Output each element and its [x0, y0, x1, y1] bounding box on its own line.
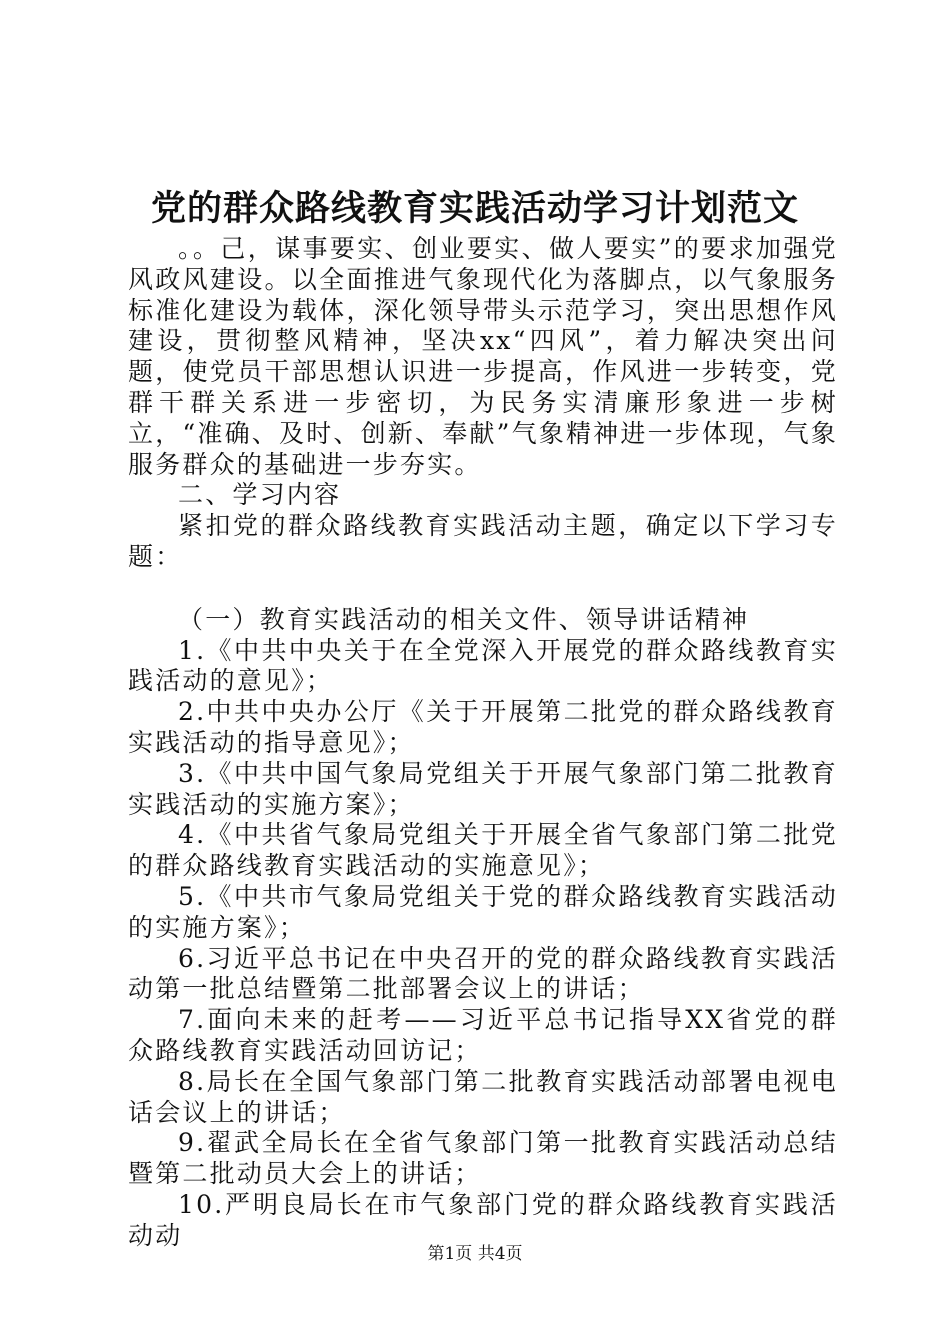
- list-item: 10.严明良局长在市气象部门党的群众路线教育实践活动动: [128, 1189, 838, 1250]
- list-item: 6.习近平总书记在中央召开的党的群众路线教育实践活动第一批总结暨第二批部署会议上的讲话；: [128, 943, 838, 1004]
- paragraph-gap: [128, 573, 838, 605]
- page-footer: 第1页 共4页: [427, 1244, 523, 1264]
- paragraph-intro: 。。己，谋事要实、创业要实、做人要实”的要求加强党风政风建设。以全面推进气象现代化为落脚点，以气象服务标准化建设为载体，深化领导带头示范学习，突出思想作风建设，贯彻整风精神，坚决xx“四风”，着力解决突出问题，使党员干部思想认识进一步提高，作风进一步转变，党群干群关系进一步密切，为民务实清廉形象进一步树立，“准确、及时、创新、奉献”气象精神进一步体现，气象服务群众的基础进一步夯实。: [128, 234, 838, 479]
- section-heading-study-content: 二、学习内容: [178, 480, 342, 510]
- list-item: 8.局长在全国气象部门第二批教育实践活动部署电视电话会议上的讲话；: [128, 1066, 838, 1127]
- list-item: 9.翟武全局长在全省气象部门第一批教育实践活动总结暨第二批动员大会上的讲话；: [128, 1128, 838, 1189]
- list-item: 2.中共中央办公厅《关于开展第二批党的群众路线教育实践活动的指导意见》；: [128, 697, 838, 757]
- list-item: 3.《中共中国气象局党组关于开展气象部门第二批教育实践活动的实施方案》；: [128, 758, 838, 819]
- list-item: 7.面向未来的赶考——习近平总书记指导XX省党的群众路线教育实践活动回访记；: [128, 1005, 838, 1065]
- document-title: 党的群众路线教育实践活动学习计划范文: [150, 188, 799, 229]
- subsection-heading-documents: （一）教育实践活动的相关文件、领导讲话精神: [178, 604, 750, 634]
- paragraph-study-topics: 紧扣党的群众路线教育实践活动主题，确定以下学习专题：: [128, 511, 838, 571]
- list-item: 1.《中共中央关于在全党深入开展党的群众路线教育实践活动的意见》；: [128, 635, 838, 696]
- list-item: 4.《中共省气象局党组关于开展全省气象部门第二批党的群众路线教育实践活动的实施意见》；: [128, 820, 838, 881]
- list-item: 5.《中共市气象局党组关于党的群众路线教育实践活动的实施方案》；: [128, 881, 838, 942]
- document-body: [128, 234, 838, 1252]
